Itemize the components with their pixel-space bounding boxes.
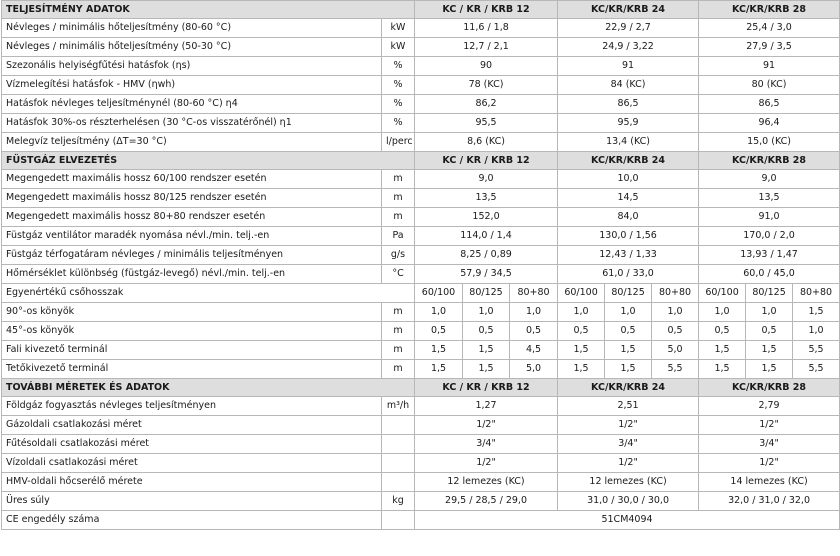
- table-row: [2, 57, 840, 76]
- table-row: [2, 38, 840, 57]
- row-value: 1,5: [605, 360, 652, 379]
- row-value: 14,5: [558, 189, 699, 208]
- row-value: 27,9 / 3,5: [699, 38, 840, 57]
- table-row: [2, 133, 840, 152]
- row-label: Fali kivezető terminál: [2, 341, 382, 360]
- row-value: 1,5: [463, 360, 510, 379]
- row-label: Vízoldali csatlakozási méret: [2, 454, 382, 473]
- row-value: 0,5: [652, 322, 699, 341]
- section-header: [2, 152, 840, 170]
- row-unit: Pa: [382, 227, 415, 246]
- row-value: 31,0 / 30,0 / 30,0: [558, 492, 699, 511]
- row-label: HMV-oldali hőcserélő mérete: [2, 473, 382, 492]
- table-row: [2, 473, 840, 492]
- row-value: 91: [699, 57, 840, 76]
- model-column-header: KC / KR / KRB 12: [415, 1, 558, 19]
- row-unit: m: [382, 303, 415, 322]
- row-value: 86,5: [558, 95, 699, 114]
- pipe-type-header: 80+80: [652, 284, 699, 303]
- row-label: Névleges / minimális hőteljesítmény (50-30 °C): [2, 38, 382, 57]
- row-value: 15,0 (KC): [699, 133, 840, 152]
- row-value: 13,4 (KC): [558, 133, 699, 152]
- row-value: 90: [415, 57, 558, 76]
- row-value: 1,0: [510, 303, 558, 322]
- row-value: 1,5: [605, 341, 652, 360]
- pipe-type-header: 80/125: [746, 284, 793, 303]
- row-unit: °C: [382, 265, 415, 284]
- row-value: 3/4": [558, 435, 699, 454]
- model-column-header: KC / KR / KRB 12: [415, 152, 558, 170]
- model-column-header: KC/KR/KRB 24: [558, 379, 699, 397]
- row-unit: %: [382, 57, 415, 76]
- row-value: 29,5 / 28,5 / 29,0: [415, 492, 558, 511]
- row-value: 1,5: [699, 341, 746, 360]
- row-value: 114,0 / 1,4: [415, 227, 558, 246]
- model-column-header: KC/KR/KRB 24: [558, 152, 699, 170]
- row-value: 1/2": [558, 454, 699, 473]
- row-value: 95,9: [558, 114, 699, 133]
- row-value: 25,4 / 3,0: [699, 19, 840, 38]
- table-row: [2, 114, 840, 133]
- pipe-type-header: 80+80: [793, 284, 840, 303]
- table-row: [2, 416, 840, 435]
- row-unit: g/s: [382, 246, 415, 265]
- row-value: 1,5: [793, 303, 840, 322]
- table-row: [2, 246, 840, 265]
- row-value: 2,79: [699, 397, 840, 416]
- row-value: 24,9 / 3,22: [558, 38, 699, 57]
- row-unit: m: [382, 189, 415, 208]
- row-value: 60,0 / 45,0: [699, 265, 840, 284]
- row-unit: kW: [382, 38, 415, 57]
- spec-table: [1, 0, 840, 530]
- row-label: Melegvíz teljesítmény (ΔT=30 °C): [2, 133, 382, 152]
- row-value: 10,0: [558, 170, 699, 189]
- row-unit: %: [382, 76, 415, 95]
- section-header: [2, 379, 840, 397]
- pipe-type-header: 60/100: [415, 284, 463, 303]
- row-value: 1,0: [463, 303, 510, 322]
- row-label: 90°-os könyök: [2, 303, 382, 322]
- row-value: 1,0: [605, 303, 652, 322]
- row-value: 12 lemezes (KC): [415, 473, 558, 492]
- table-row: [2, 76, 840, 95]
- row-value: 11,6 / 1,8: [415, 19, 558, 38]
- pipe-type-header: 80+80: [510, 284, 558, 303]
- model-column-header: KC/KR/KRB 28: [699, 152, 840, 170]
- row-value: 0,5: [558, 322, 605, 341]
- row-value: 3/4": [699, 435, 840, 454]
- row-label: Füstgáz ventilátor maradék nyomása névl./min. telj.-en: [2, 227, 382, 246]
- row-label: Megengedett maximális hossz 80+80 rendszer esetén: [2, 208, 382, 227]
- row-value: 1,5: [415, 360, 463, 379]
- section-title: FÜSTGÁZ ELVEZETÉS: [2, 152, 415, 170]
- model-column-header: KC/KR/KRB 28: [699, 379, 840, 397]
- equiv-label: Egyenértékű csőhosszak: [2, 284, 415, 303]
- row-unit: %: [382, 114, 415, 133]
- row-unit: %: [382, 95, 415, 114]
- table-row: [2, 265, 840, 284]
- row-label: Megengedett maximális hossz 60/100 rendszer esetén: [2, 170, 382, 189]
- ce-row: [2, 511, 840, 530]
- row-unit: kW: [382, 19, 415, 38]
- row-value: 0,5: [463, 322, 510, 341]
- row-unit: m: [382, 322, 415, 341]
- row-unit: m: [382, 360, 415, 379]
- row-value: 1,5: [558, 360, 605, 379]
- row-unit: m: [382, 341, 415, 360]
- row-value: 1,5: [746, 360, 793, 379]
- row-value: 5,5: [793, 360, 840, 379]
- row-value: 12 lemezes (KC): [558, 473, 699, 492]
- row-label: Hatásfok névleges teljesítménynél (80-60 °C) η4: [2, 95, 382, 114]
- equiv-header-row: [2, 284, 840, 303]
- row-value: 1,0: [652, 303, 699, 322]
- section-title: TELJESÍTMÉNY ADATOK: [2, 1, 415, 19]
- row-value: 13,5: [415, 189, 558, 208]
- row-value: 2,51: [558, 397, 699, 416]
- row-unit: kg: [382, 492, 415, 511]
- row-value: 0,5: [510, 322, 558, 341]
- ce-label: CE engedély száma: [2, 511, 382, 530]
- row-value: 1,0: [415, 303, 463, 322]
- row-label: Gázoldali csatlakozási méret: [2, 416, 382, 435]
- row-value: 1/2": [699, 454, 840, 473]
- row-value: 0,5: [415, 322, 463, 341]
- row-value: 14 lemezes (KC): [699, 473, 840, 492]
- table-row: [2, 454, 840, 473]
- row-unit: m³/h: [382, 397, 415, 416]
- row-unit: [382, 435, 415, 454]
- ce-unit: [382, 511, 415, 530]
- row-label: Füstgáz térfogatáram névleges / minimális teljesítményen: [2, 246, 382, 265]
- model-column-header: KC / KR / KRB 12: [415, 379, 558, 397]
- row-value: 1,27: [415, 397, 558, 416]
- row-value: 95,5: [415, 114, 558, 133]
- pipe-type-header: 60/100: [699, 284, 746, 303]
- row-value: 84,0: [558, 208, 699, 227]
- row-label: 45°-os könyök: [2, 322, 382, 341]
- row-value: 91,0: [699, 208, 840, 227]
- row-value: 1,0: [699, 303, 746, 322]
- row-value: 22,9 / 2,7: [558, 19, 699, 38]
- row-value: 1/2": [415, 454, 558, 473]
- row-value: 1,5: [415, 341, 463, 360]
- row-unit: l/perc: [382, 133, 415, 152]
- table-row: [2, 360, 840, 379]
- row-value: 91: [558, 57, 699, 76]
- table-row: [2, 397, 840, 416]
- row-value: 9,0: [699, 170, 840, 189]
- ce-value: 51CM4094: [415, 511, 840, 530]
- row-value: 0,5: [699, 322, 746, 341]
- row-label: Földgáz fogyasztás névleges teljesítményen: [2, 397, 382, 416]
- row-label: Szezonális helyiségfűtési hatásfok (ηs): [2, 57, 382, 76]
- row-value: 1/2": [415, 416, 558, 435]
- row-value: 12,43 / 1,33: [558, 246, 699, 265]
- row-value: 1,5: [746, 341, 793, 360]
- table-row: [2, 227, 840, 246]
- model-column-header: KC/KR/KRB 28: [699, 1, 840, 19]
- table-row: [2, 208, 840, 227]
- row-value: 78 (KC): [415, 76, 558, 95]
- row-value: 5,0: [652, 341, 699, 360]
- table-row: [2, 189, 840, 208]
- row-value: 86,2: [415, 95, 558, 114]
- pipe-type-header: 80/125: [605, 284, 652, 303]
- row-value: 5,0: [510, 360, 558, 379]
- table-row: [2, 492, 840, 511]
- row-label: Névleges / minimális hőteljesítmény (80-60 °C): [2, 19, 382, 38]
- row-label: Vízmelegítési hatásfok - HMV (ηwh): [2, 76, 382, 95]
- row-value: 1,0: [793, 322, 840, 341]
- pipe-type-header: 80/125: [463, 284, 510, 303]
- row-value: 1,0: [558, 303, 605, 322]
- row-value: 1/2": [699, 416, 840, 435]
- row-value: 152,0: [415, 208, 558, 227]
- row-value: 1,5: [699, 360, 746, 379]
- section-header: [2, 1, 840, 19]
- table-row: [2, 95, 840, 114]
- row-value: 1,0: [746, 303, 793, 322]
- table-row: [2, 19, 840, 38]
- row-value: 0,5: [605, 322, 652, 341]
- row-unit: [382, 473, 415, 492]
- row-value: 80 (KC): [699, 76, 840, 95]
- table-row: [2, 303, 840, 322]
- row-value: 1,5: [558, 341, 605, 360]
- row-value: 57,9 / 34,5: [415, 265, 558, 284]
- row-unit: m: [382, 170, 415, 189]
- row-value: 4,5: [510, 341, 558, 360]
- table-row: [2, 341, 840, 360]
- row-value: 13,5: [699, 189, 840, 208]
- model-column-header: KC/KR/KRB 24: [558, 1, 699, 19]
- row-label: Megengedett maximális hossz 80/125 rendszer esetén: [2, 189, 382, 208]
- row-label: Üres súly: [2, 492, 382, 511]
- row-value: 32,0 / 31,0 / 32,0: [699, 492, 840, 511]
- row-value: 0,5: [746, 322, 793, 341]
- row-value: 5,5: [793, 341, 840, 360]
- row-value: 8,6 (KC): [415, 133, 558, 152]
- row-value: 12,7 / 2,1: [415, 38, 558, 57]
- row-unit: [382, 454, 415, 473]
- row-value: 5,5: [652, 360, 699, 379]
- row-unit: m: [382, 208, 415, 227]
- row-label: Hatásfok 30%-os részterhelésen (30 °C-os visszatérőnél) η1: [2, 114, 382, 133]
- row-value: 8,25 / 0,89: [415, 246, 558, 265]
- section-title: TOVÁBBI MÉRETEK ÉS ADATOK: [2, 379, 415, 397]
- table-row: [2, 170, 840, 189]
- row-value: 3/4": [415, 435, 558, 454]
- row-label: Fűtésoldali csatlakozási méret: [2, 435, 382, 454]
- row-value: 13,93 / 1,47: [699, 246, 840, 265]
- table-row: [2, 435, 840, 454]
- row-value: 1,5: [463, 341, 510, 360]
- row-value: 86,5: [699, 95, 840, 114]
- row-value: 130,0 / 1,56: [558, 227, 699, 246]
- pipe-type-header: 60/100: [558, 284, 605, 303]
- row-value: 61,0 / 33,0: [558, 265, 699, 284]
- row-value: 84 (KC): [558, 76, 699, 95]
- row-value: 170,0 / 2,0: [699, 227, 840, 246]
- row-value: 96,4: [699, 114, 840, 133]
- row-unit: [382, 416, 415, 435]
- row-value: 9,0: [415, 170, 558, 189]
- row-label: Tetőkivezető terminál: [2, 360, 382, 379]
- table-row: [2, 322, 840, 341]
- row-label: Hőmérséklet különbség (füstgáz-levegő) névl./min. telj.-en: [2, 265, 382, 284]
- row-value: 1/2": [558, 416, 699, 435]
